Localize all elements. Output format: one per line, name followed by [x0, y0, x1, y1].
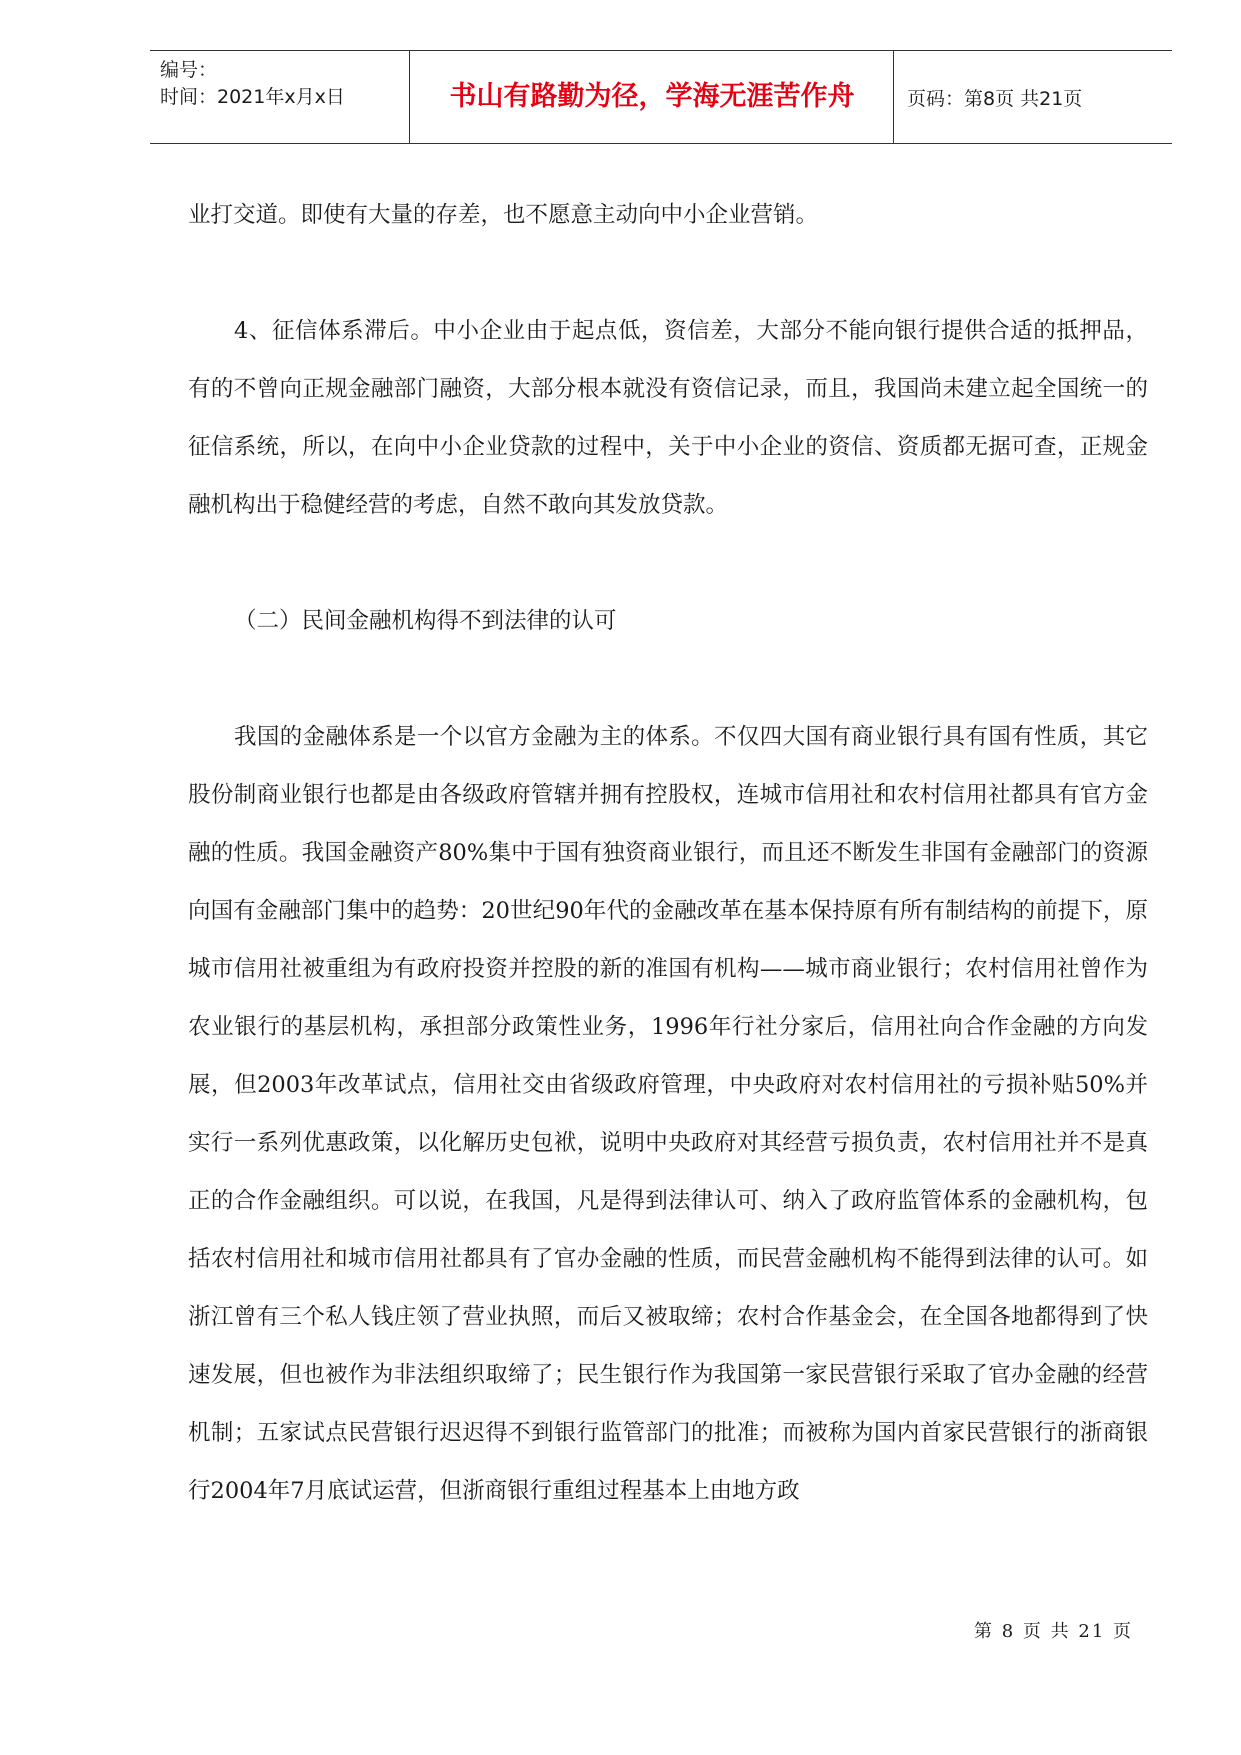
page-header: [150, 50, 1172, 144]
time-label: 时间：2021年x月x日: [160, 86, 345, 108]
header-page-info: 页码：第8页 共21页: [907, 88, 1083, 110]
serial-label: 编号：: [160, 59, 218, 81]
document-body: [188, 186, 1148, 1520]
header-motto: 书山有路勤为径，学海无涯苦作舟: [449, 81, 855, 112]
paragraph-continuation: 业打交道。即使有大量的存差，也不愿意主动向中小企业营销。: [188, 202, 819, 228]
paragraph-credit-system: 4、征信体系滞后。中小企业由于起点低，资信差，大部分不能向银行提供合适的抵押品，有的不曾向正规金融部门融资，大部分根本就没有资信记录，而且，我国尚未建立起全国统一的征信系统，所以，在向中小企业贷款的过程中，关于中小企业的资信、资质都无据可查，正规金融机构出于稳健经营的考虑，自然不敢向其发放贷款。: [188, 318, 1148, 518]
page-footer: 第 8 页 共 21 页: [974, 1621, 1133, 1642]
header-meta: [160, 57, 345, 111]
section-heading: （二）民间金融机构得不到法律的认可: [234, 608, 617, 634]
header-divider: [893, 51, 894, 143]
header-divider: [409, 51, 410, 143]
paragraph-financial-system: 我国的金融体系是一个以官方金融为主的体系。不仅四大国有商业银行具有国有性质，其它股份制商业银行也都是由各级政府管辖并拥有控股权，连城市信用社和农村信用社都具有官方金融的性质。我国金融资产80%集中于国有独资商业银行，而且还不断发生非国有金融部门的资源向国有金融部门集中的趋势：20世纪90年代的金融改革在基本保持原有所有制结构的前提下，原城市信用社被重组为有政府投资并控股的新的准国有机构——城市商业银行；农村信用社曾作为农业银行的基层机构，承担部分政策性业务，1996年行社分家后，信用社向合作金融的方向发展，但2003年改革试点，信用社交由省级政府管理，中央政府对农村信用社的亏损补贴50%并实行一系列优惠政策，以化解历史包袱，说明中央政府对其经营亏损负责，农村信用社并不是真正的合作金融组织。可以说，在我国，凡是得到法律认可、纳入了政府监管体系的金融机构，包括农村信用社和城市信用社都具有了官办金融的性质，而民营金融机构不能得到法律的认可。如浙江曾有三个私人钱庄领了营业执照，而后又被取缔；农村合作基金会，在全国各地都得到了快速发展，但也被作为非法组织取缔了；民生银行作为我国第一家民营银行采取了官办金融的经营机制；五家试点民营银行迟迟得不到银行监管部门的批准；而被称为国内首家民营银行的浙商银行2004年7月底试运营，但浙商银行重组过程基本上由地方政: [188, 724, 1148, 1504]
